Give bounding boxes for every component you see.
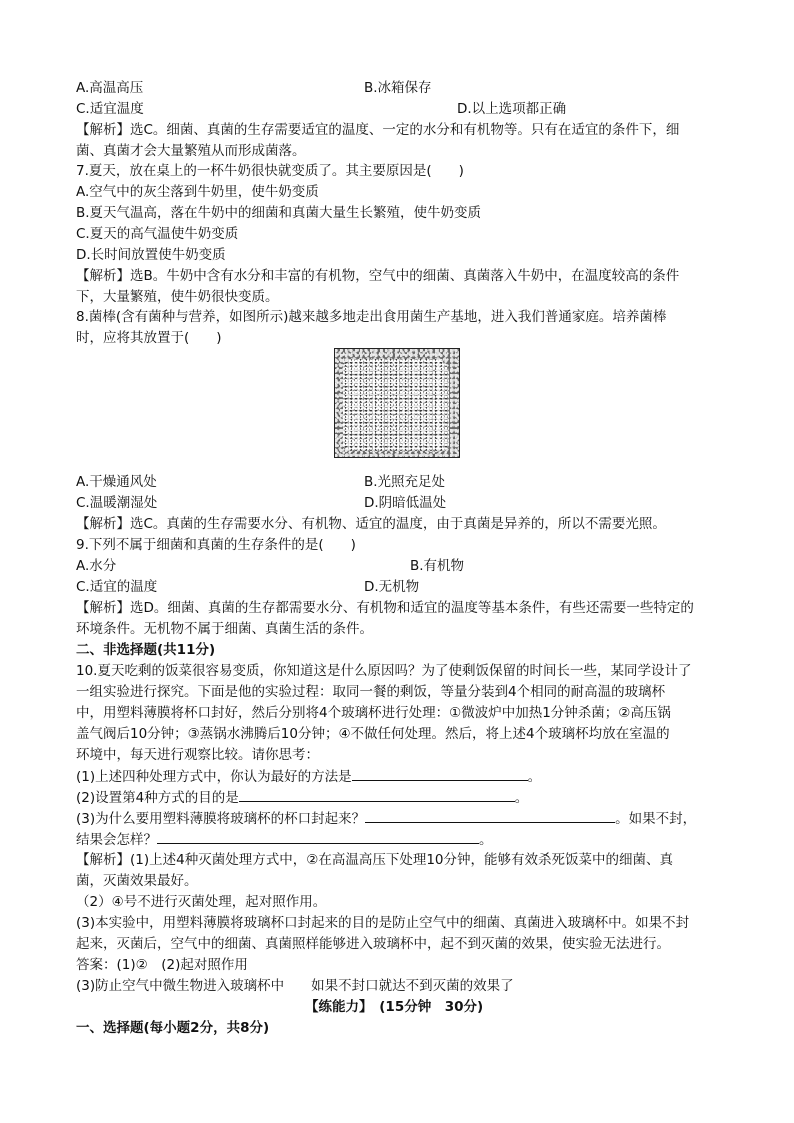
q7-analysis-line-2: 下，大量繁殖，使牛奶很快变质。: [76, 289, 279, 305]
q10-sub1-answer-blank[interactable]: [352, 766, 528, 781]
section-2-heading: 二、非选择题(共11分): [76, 642, 216, 658]
q10-sub-question-1: [76, 766, 541, 788]
q7-stem: 7.夏天，放在桌上的一杯牛奶很快就变质了。其主要原因是( ): [76, 163, 464, 179]
q10-analysis-line-2: 菌，灭菌效果最好。: [76, 873, 198, 889]
q6-option-c: C.适宜温度: [76, 101, 144, 117]
q8-option-b: B.光照充足处: [364, 474, 446, 490]
q10-analysis-line-1: 【解析】(1)上述4种灭菌处理方式中，②在高温高压下处理10分钟，能够有效杀死饭菜中的细菌、真: [76, 852, 673, 868]
q8-stem-line-2: 时，应将其放置于( ): [76, 330, 222, 346]
q10-sub-question-3: [76, 808, 696, 830]
q7-option-d: D.长时间放置使牛奶变质: [76, 247, 226, 263]
q10-sub3b-answer-blank[interactable]: [157, 829, 479, 844]
q10-sub2-prefix: (2)设置第4种方式的目的是: [76, 790, 239, 806]
q8-option-a: A.干燥通风处: [76, 474, 157, 490]
q6-option-b: B.冰箱保存: [364, 80, 432, 96]
q9-option-d: D.无机物: [364, 579, 420, 595]
q7-analysis-line-1: 【解析】选B。牛奶中含有水分和丰富的有机物，空气中的细菌、真菌落入牛奶中，在温度较高的条件: [76, 268, 680, 284]
q10-analysis-line-5: 起来，灭菌后，空气中的细菌、真菌照样能够进入玻璃杯中，起不到灭菌的效果，使实验无法进行。: [76, 936, 670, 952]
q10-stem-line-1: 10.夏天吃剩的饭菜很容易变质，你知道这是什么原因吗？为了使剩饭保留的时间长一些，某同学设计了: [76, 663, 692, 679]
q7-option-c: C.夏天的高气温使牛奶变质: [76, 226, 239, 242]
q10-stem-line-3: 中，用塑料薄膜将杯口封好，然后分别将4个玻璃杯进行处理：①微波炉中加热1分钟杀菌；②高压锅: [76, 705, 671, 721]
q8-stem-line-1: 8.菌棒(含有菌种与营养，如图所示)越来越多地走出食用菌生产基地，进入我们普通家庭。培养菌棒: [76, 309, 667, 325]
q10-stem-line-5: 环境中，每天进行观察比较。请你思考：: [76, 747, 319, 763]
q10-sub3-prefix: (3)为什么要用塑料薄膜将玻璃杯的杯口封起来？: [76, 811, 366, 827]
q9-stem: 9.下列不属于细菌和真菌的生存条件的是( ): [76, 537, 356, 553]
q9-analysis-line-2: 环境条件。无机物不属于细菌、真菌生活的条件。: [76, 621, 373, 637]
practice-section-1-heading: 一、选择题(每小题2分，共8分): [76, 1020, 270, 1036]
q6-analysis-line-2: 菌、真菌才会大量繁殖从而形成菌落。: [76, 143, 306, 159]
q7-option-a: A.空气中的灰尘落到牛奶里，使牛奶变质: [76, 184, 319, 200]
q10-sub3b-suffix: 。: [479, 832, 493, 848]
q9-option-a: A.水分: [76, 558, 117, 574]
q10-sub2-suffix: 。: [514, 790, 529, 806]
q10-stem-line-2: 一组实验进行探究。下面是他的实验过程：取同一餐的剩饭，等量分装到4个相同的耐高温的玻璃杯: [76, 684, 666, 700]
q10-sub2-answer-blank[interactable]: [239, 787, 515, 802]
practice-heading: 【练能力】 (15分钟 30分): [305, 999, 484, 1015]
q10-sub3b-prefix: 结果会怎样？: [76, 832, 157, 848]
q10-sub-question-3b: [76, 829, 493, 851]
q10-sub3-suffix: 。如果不封，: [615, 811, 697, 827]
q10-sub-question-2: [76, 787, 528, 809]
q6-option-a: A.高温高压: [76, 80, 144, 96]
q10-analysis-line-4: (3)本实验中，用塑料薄膜将玻璃杯口封起来的目的是防止空气中的细菌、真菌进入玻璃杯中。如果不封: [76, 915, 690, 931]
mushroom-stick-photo: [334, 348, 460, 458]
q10-sub1-suffix: 。: [527, 769, 542, 785]
q10-analysis-line-3: （2）④号不进行灭菌处理，起对照作用。: [76, 894, 327, 910]
q8-option-d: D.阴暗低温处: [364, 495, 447, 511]
q8-analysis: 【解析】选C。真菌的生存需要水分、有机物、适宜的温度，由于真菌是异养的，所以不需要光照。: [76, 516, 666, 532]
q9-option-b: B.有机物: [410, 558, 465, 574]
q10-answer-line-2: (3)防止空气中微生物进入玻璃杯中 如果不封口就达不到灭菌的效果了: [76, 978, 514, 994]
q7-option-b: B.夏天气温高，落在牛奶中的细菌和真菌大量生长繁殖，使牛奶变质: [76, 205, 482, 221]
q9-analysis-line-1: 【解析】选D。细菌、真菌的生存都需要水分、有机物和适宜的温度等基本条件，有些还需要一些特定的: [76, 600, 694, 616]
q6-option-d: D.以上选项都正确: [457, 101, 567, 117]
q10-stem-line-4: 盖气阀后10分钟；③蒸锅水沸腾后10分钟；④不做任何处理。然后，将上述4个玻璃杯均放在室温的: [76, 726, 670, 742]
q6-analysis-line-1: 【解析】选C。细菌、真菌的生存需要适宜的温度、一定的水分和有机物等。只有在适宜的条件下，细: [76, 122, 680, 138]
q10-sub3-answer-blank[interactable]: [365, 808, 615, 823]
q9-option-c: C.适宜的温度: [76, 579, 158, 595]
q8-option-c: C.温暖潮湿处: [76, 495, 158, 511]
q10-answer-line-1: 答案：(1)② (2)起对照作用: [76, 957, 248, 973]
q10-sub1-prefix: (1)上述四种处理方式中，你认为最好的方法是: [76, 769, 352, 785]
